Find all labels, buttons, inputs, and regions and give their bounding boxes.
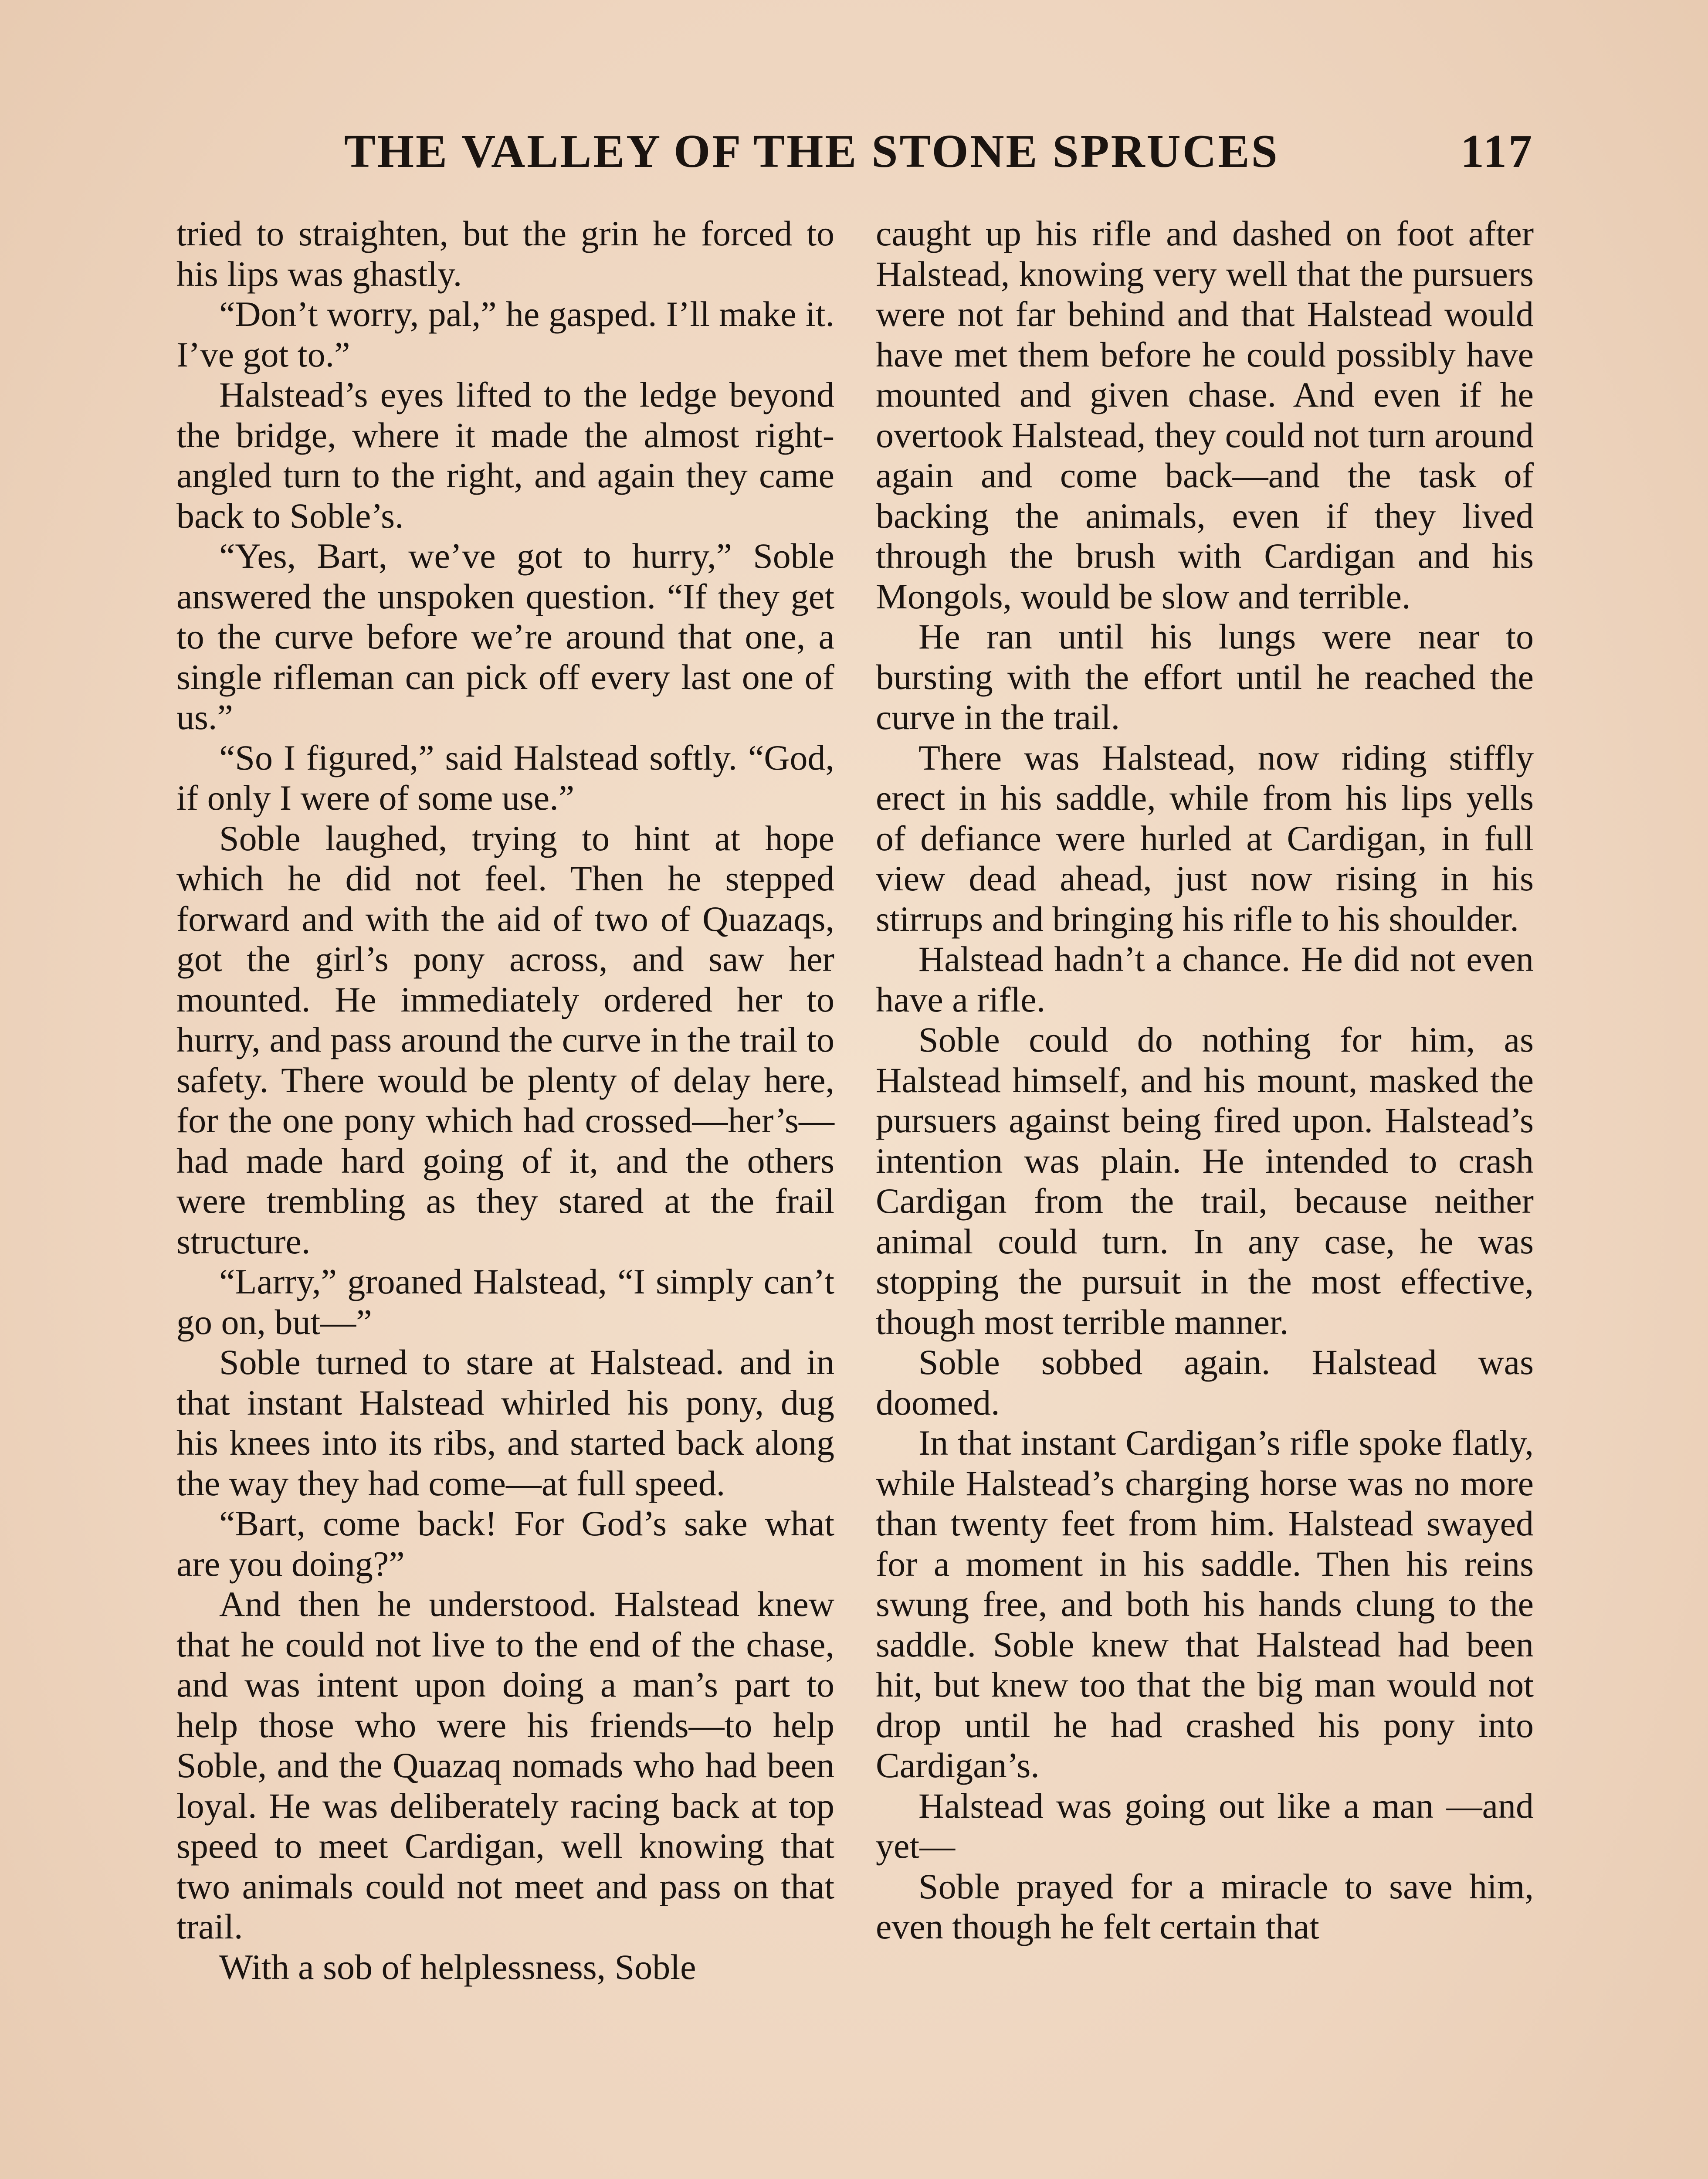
paragraph: Halstead’s eyes lifted to the ledge beyond the bridge, where it made the almost right-angled turn to the right, and again they came back to Soble’s. xyxy=(176,375,834,536)
paragraph: Soble turned to stare at Halstead. and in that instant Halstead whirled his pony, dug his knees into its ribs, and started back along the way they had come—at full speed. xyxy=(176,1342,834,1503)
paragraph: Halstead was going out like a man —and yet— xyxy=(876,1785,1534,1866)
paragraph: “Yes, Bart, we’ve got to hurry,” Soble answered the unspoken question. “If they get to the curve before we’re around that one, a single rifleman can pick off every last one of us.” xyxy=(176,536,834,737)
paragraph: With a sob of helplessness, Soble xyxy=(219,1947,696,1987)
paragraph: Soble could do nothing for him, as Halstead himself, and his mount, masked the pursuers against being fired upon. Halstead’s intention was plain. He intended to crash Cardigan from the trail, because neither animal could turn. In any case, he was stopping the pursuit in the most effective, though most terrible manner. xyxy=(876,1020,1534,1342)
paragraph: In that instant Cardigan’s rifle spoke flatly, while Halstead’s charging horse was no more than twenty feet from him. Halstead swayed for a moment in his saddle. Then his reins swung free, and both his hands clung to the saddle. Soble knew that Halstead had been hit, but knew too that the big man would not drop until he had crashed his pony into Cardigan’s. xyxy=(876,1423,1534,1785)
running-header xyxy=(344,117,1534,187)
page-number: 117 xyxy=(1460,126,1534,177)
paragraph: Soble sobbed again. Halstead was doomed. xyxy=(876,1342,1534,1422)
paragraph: Halstead hadn’t a chance. He did not even have a rifle. xyxy=(876,939,1534,1019)
paragraph: There was Halstead, now riding stiffly erect in his saddle, while from his lips yells of defiance were hurled at Cardigan, in full view dead ahead, just now rising in his stirrups and bringing his rifle to his shoulder. xyxy=(876,737,1534,939)
right-column xyxy=(876,214,1534,1947)
paragraph: “So I figured,” said Halstead softly. “God, if only I were of some use.” xyxy=(176,737,834,818)
paragraph: “Larry,” groaned Halstead, “I simply can’t go on, but—” xyxy=(176,1262,834,1342)
paragraph: Soble laughed, trying to hint at hope which he did not feel. Then he stepped forward and with the aid of two of Quazaqs, got the girl’s pony across, and saw her mounted. He immediately ordered her to hurry, and pass around the curve in the trail to safety. There would be plenty of delay here, for the one pony which had crossed—her’s—had made hard going of it, and the others were trembling as they stared at the frail structure. xyxy=(176,818,834,1261)
paragraph: tried to straighten, but the grin he forced to his lips was ghastly. xyxy=(176,214,834,294)
paragraph: He ran until his lungs were near to bursting with the effort until he reached the curve in the trail. xyxy=(876,617,1534,737)
paragraph: “Don’t worry, pal,” he gasped. I’ll make it. I’ve got to.” xyxy=(176,294,834,374)
left-column xyxy=(176,214,834,1987)
paragraph: Soble prayed for a miracle to save him, even though he felt certain that xyxy=(876,1866,1534,1946)
paragraph: “Bart, come back! For God’s sake what are you doing?” xyxy=(176,1504,834,1584)
paragraph: caught up his rifle and dashed on foot after Halstead, knowing very well that the pursuers were not far behind and that Halstead would have met them before he could possibly have mounted and given chase. And even if he overtook Halstead, they could not turn around again and come back—and the task of backing the animals, even if they lived through the brush with Cardigan and his Mongols, would be slow and terrible. xyxy=(876,214,1534,616)
running-title: THE VALLEY OF THE STONE SPRUCES xyxy=(344,126,1279,177)
paragraph: And then he understood. Halstead knew that he could not live to the end of the chase, and was intent upon doing a man’s part to help those who were his friends—to help Soble, and the Quazaq nomads who had been loyal. He was deliberately racing back at top speed to meet Cardigan, well knowing that two animals could not meet and pass on that trail. xyxy=(176,1584,834,1946)
